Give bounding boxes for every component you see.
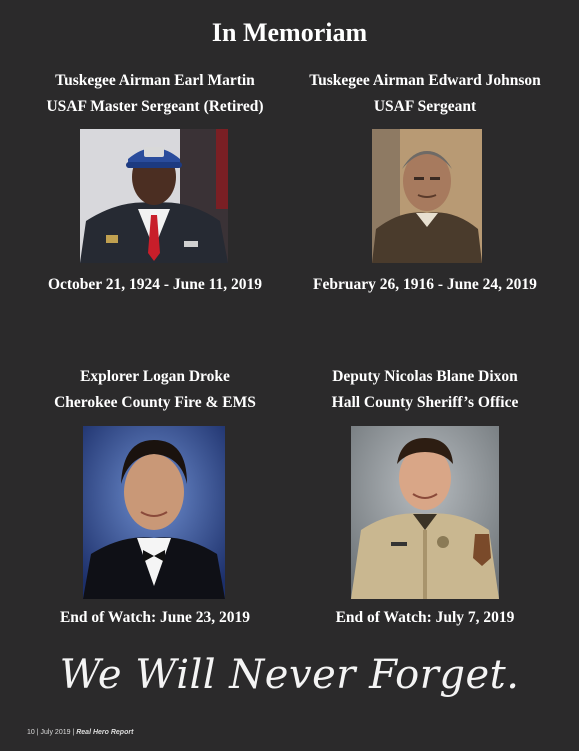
issue-date: July 2019 — [40, 729, 71, 736]
end-of-watch: End of Watch: June 23, 2019 — [59, 609, 251, 626]
person-title: USAF Sergeant — [373, 98, 477, 115]
publication-name: Real Hero Report — [76, 729, 134, 736]
person-title: Cherokee County Fire & EMS — [54, 394, 256, 411]
life-dates: February 26, 1916 - June 24, 2019 — [313, 276, 537, 293]
page-title: In Memoriam — [211, 18, 368, 47]
person-title: USAF Master Sergeant (Retired) — [46, 98, 264, 115]
person-name: Tuskegee Airman Earl Martin — [55, 72, 255, 89]
life-dates: October 21, 1924 - June 11, 2019 — [47, 276, 263, 293]
footer-separator: | — [36, 729, 39, 736]
person-name: Explorer Logan Droke — [80, 368, 230, 385]
tagline: We Will Never Forget. — [59, 652, 520, 698]
memorial-name-block — [20, 68, 290, 120]
page-footer — [27, 729, 133, 736]
portrait-photo — [83, 426, 225, 599]
footer-separator: | — [72, 729, 75, 736]
memorial-name-block — [290, 364, 560, 416]
person-title: Hall County Sheriff’s Office — [331, 394, 519, 411]
memorial-name-block — [290, 68, 560, 120]
person-name: Deputy Nicolas Blane Dixon — [332, 368, 518, 385]
end-of-watch: End of Watch: July 7, 2019 — [335, 609, 515, 626]
page-number: 10 — [27, 729, 35, 736]
portrait-photo — [372, 129, 482, 263]
portrait-photo — [351, 426, 499, 599]
memorial-name-block — [20, 364, 290, 416]
portrait-photo — [80, 129, 228, 263]
person-name: Tuskegee Airman Edward Johnson — [309, 72, 541, 89]
